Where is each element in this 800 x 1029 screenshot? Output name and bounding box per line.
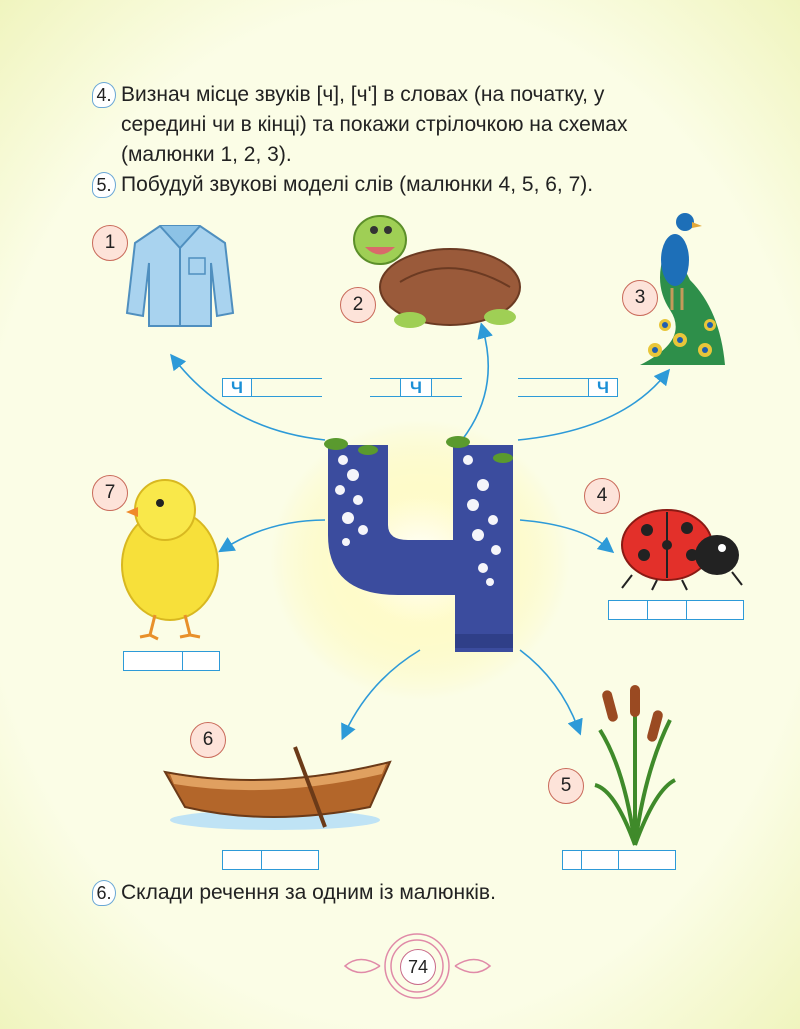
arrow-to-shirt: [175, 360, 325, 440]
shirt-picture: [125, 218, 235, 333]
scheme-cell-che: Ч: [588, 378, 618, 397]
scheme-ladybug: [608, 600, 744, 620]
ladybug-picture: [612, 500, 747, 590]
scheme-cattail: [562, 850, 676, 870]
letter-che-illustration: [318, 417, 528, 660]
scheme-cell: [261, 850, 319, 870]
badge-3: 3: [622, 280, 658, 316]
scheme-cell-empty: [432, 378, 462, 397]
badge-6: 6: [190, 722, 226, 758]
scheme-boat: [222, 850, 319, 870]
scheme-cell-che: Ч: [222, 378, 252, 397]
cattail-picture: [590, 670, 680, 845]
badge-1: 1: [92, 225, 128, 261]
scheme-chick: [123, 651, 220, 671]
badge-5: 5: [548, 768, 584, 804]
task-5-text: Побудуй звукові моделі слів (малюнки 4, 5, 6, 7).: [121, 173, 594, 196]
scheme-cell: [123, 651, 182, 671]
chick-picture: [110, 465, 230, 640]
task-4-line-3: (малюнки 1, 2, 3).: [121, 143, 292, 166]
scheme-turtle: [370, 378, 462, 398]
task-4-line-2: середині чи в кінці) та покажи стрілочкою на схемах: [121, 113, 628, 136]
badge-4: 4: [584, 478, 620, 514]
task-6-text: Склади речення за одним із малюнків.: [121, 881, 496, 904]
scheme-cell-empty: [370, 378, 400, 397]
scheme-peacock: [518, 378, 618, 398]
page-number: 74: [400, 949, 436, 985]
task-4-line-1: Визнач місце звуків [ч], [чʹ] в словах (на початку, у: [121, 83, 605, 106]
scheme-cell-empty: [252, 378, 322, 397]
arrow-to-cattail: [520, 650, 578, 728]
scheme-cell: [182, 651, 220, 671]
badge-2: 2: [340, 287, 376, 323]
arrow-to-turtle: [462, 330, 488, 440]
badge-7: 7: [92, 475, 128, 511]
scheme-cell: [647, 600, 686, 620]
scheme-cell: [562, 850, 581, 870]
scheme-shirt: [222, 378, 322, 398]
scheme-cell: [581, 850, 618, 870]
scheme-cell-empty: [518, 378, 588, 397]
scheme-cell: [686, 600, 744, 620]
task-number-4: 4.: [92, 82, 116, 108]
task-number-6: 6.: [92, 880, 116, 906]
task-number-5: 5.: [92, 172, 116, 198]
scheme-cell: [618, 850, 676, 870]
scheme-cell-che: Ч: [400, 378, 432, 397]
letter-che-glyph: Ч: [318, 417, 329, 434]
scheme-cell: [222, 850, 261, 870]
scheme-cell: [608, 600, 647, 620]
boat-picture: [160, 742, 400, 837]
